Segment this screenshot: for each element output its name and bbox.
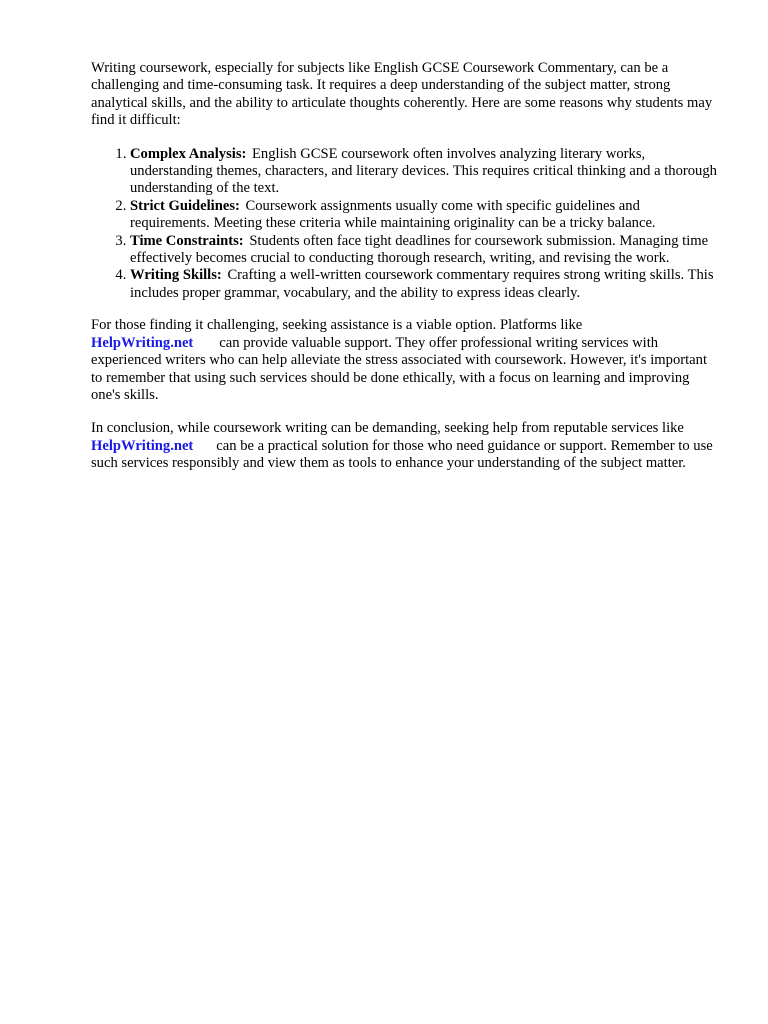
list-item-term: Complex Analysis: (130, 145, 247, 162)
list-item-term: Strict Guidelines: (130, 197, 240, 214)
conclusion-text-after: can be a practical solution for those who need guidance or support. Remember to use such services responsibly and view them as tools to enhance your understanding of the subject matter. (91, 437, 713, 472)
helpwriting-link[interactable]: HelpWriting.net (91, 334, 194, 351)
assistance-text-before: For those finding it challenging, seeking assistance is a viable option. Platforms like (91, 317, 583, 334)
list-item-text: Students often face tight deadlines for coursework submission. Managing time effectively becomes crucial to conducting thorough research, writing, and revising the work. (130, 232, 709, 267)
list-item-text: English GCSE coursework often involves analyzing literary works, understanding themes, characters, and literary devices. This requires critical thinking and a thorough understanding of the text. (130, 145, 717, 197)
intro-paragraph: Writing coursework, especially for subjects like English GCSE Coursework Commentary, can be a challenging and time-consuming task. It requires a deep understanding of the subject matter, strong analytical skills, and the ability to articulate thoughts coherently. Here are some reasons why students may find it difficult: (91, 60, 713, 129)
assistance-paragraph (91, 317, 720, 404)
list-item (130, 233, 720, 268)
reasons-list (91, 146, 720, 303)
helpwriting-link[interactable]: HelpWriting.net (91, 437, 194, 454)
list-item-text: Crafting a well-written coursework commentary requires strong writing skills. This includes proper grammar, vocabulary, and the ability to express ideas clearly. (130, 267, 714, 301)
list-item-text: Coursework assignments usually come with specific guidelines and requirements. Meeting these criteria while maintaining originality can be a tricky balance. (130, 197, 656, 232)
conclusion-paragraph (91, 420, 720, 472)
assistance-text-after: can provide valuable support. They offer professional writing services with experienced writers who can help alleviate the stress associated with coursework. However, it's important to remember that using such services should be done ethically, with a focus on learning and improving one's skills. (91, 334, 707, 403)
list-item (130, 198, 720, 233)
list-item-term: Time Constraints: (130, 232, 244, 249)
list-item (130, 267, 720, 302)
list-item-term: Writing Skills: (130, 267, 222, 284)
conclusion-text-before: In conclusion, while coursework writing can be demanding, seeking help from reputable services like (91, 420, 684, 437)
list-item (130, 146, 720, 198)
